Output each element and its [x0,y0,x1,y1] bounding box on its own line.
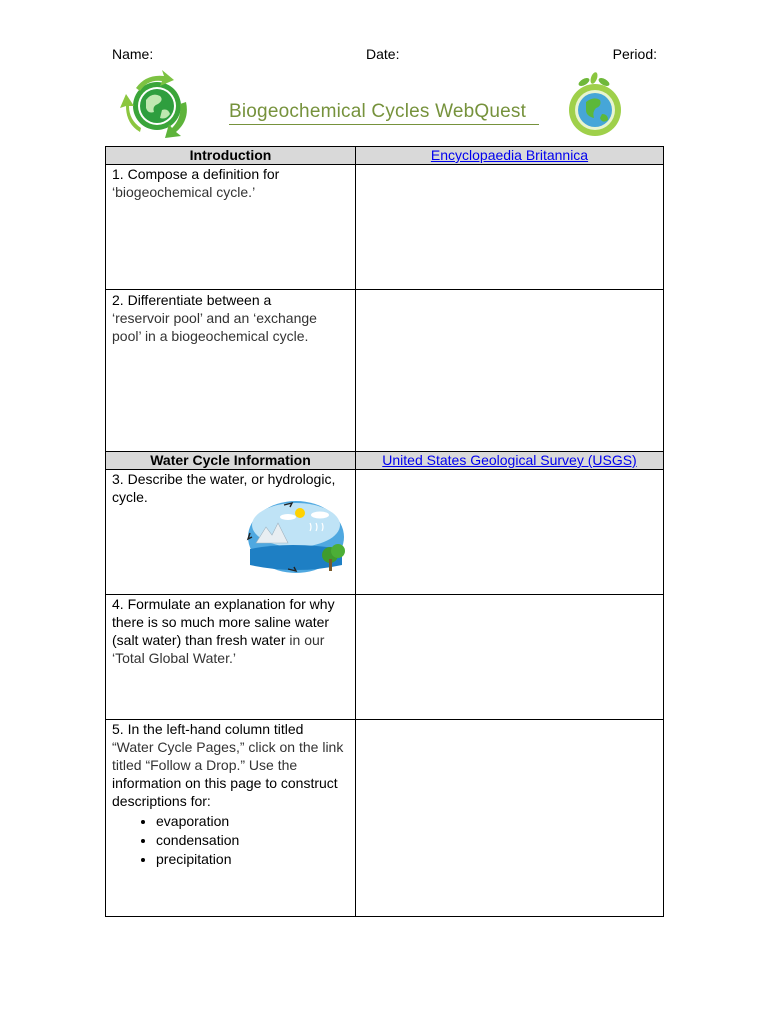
term-list [112,812,349,869]
page-title: Biogeochemical Cycles WebQuest [229,101,539,125]
question-row [106,290,664,452]
question-row [106,595,664,720]
question-text-tail: information on this page to construct descriptions for: [112,775,338,809]
question-text-cont: ‘biogeochemical cycle.’ [112,184,256,200]
question-2 [106,290,356,452]
question-text: Compose a definition for [127,166,280,182]
question-text: Describe the water, or hydrologic, cycle. [112,471,336,505]
section-heading: Introduction [106,147,356,165]
date-label: Date: [366,46,400,62]
question-1 [106,165,356,290]
question-row [106,165,664,290]
question-text: Differentiate between a [127,292,272,308]
question-4 [106,595,356,720]
question-number: 2. [112,292,124,308]
question-text-cont: ‘reservoir pool’ and an ‘exchange pool’ in a biogeochemical cycle. [112,310,317,344]
question-number: 4. [112,596,124,612]
answer-cell-4[interactable] [356,595,664,720]
question-number: 3. [112,471,124,487]
question-text-cont: in our ‘Total Global Water.’ [112,632,325,666]
list-item: • condensation [156,831,349,850]
usgs-link[interactable]: United States Geological Survey (USGS) [382,452,637,468]
eco-globe-icon [564,70,626,142]
question-5 [106,720,356,917]
britannica-link[interactable]: Encyclopaedia Britannica [430,147,589,163]
question-number: 1. [112,166,124,182]
resource-link-cell [356,452,664,470]
question-text-cont: “Water Cycle Pages,” click on the link titled “Follow a Drop.” Use the [112,739,344,773]
webquest-table [105,146,664,917]
answer-cell-3[interactable] [356,470,664,595]
question-row [106,470,664,595]
section-header-introduction [106,147,664,165]
question-row [106,720,664,917]
section-heading: Water Cycle Information [106,452,356,470]
question-text: Formulate an explanation for why there is so much more saline water (salt water) than fresh water [112,596,335,648]
answer-cell-2[interactable] [356,290,664,452]
question-text: In the left-hand column titled [127,721,304,737]
list-item: • precipitation [156,850,349,869]
resource-link-cell [356,147,664,165]
section-header-water-cycle [106,452,664,470]
name-label: Name: [112,46,154,62]
water-cycle-illustration-icon [244,497,352,579]
question-number: 5. [112,721,124,737]
period-label: Period: [612,46,657,62]
list-item: • evaporation [156,812,349,831]
answer-cell-5[interactable] [356,720,664,917]
answer-cell-1[interactable] [356,165,664,290]
student-info-header [112,46,657,66]
recycle-globe-icon [116,66,198,144]
